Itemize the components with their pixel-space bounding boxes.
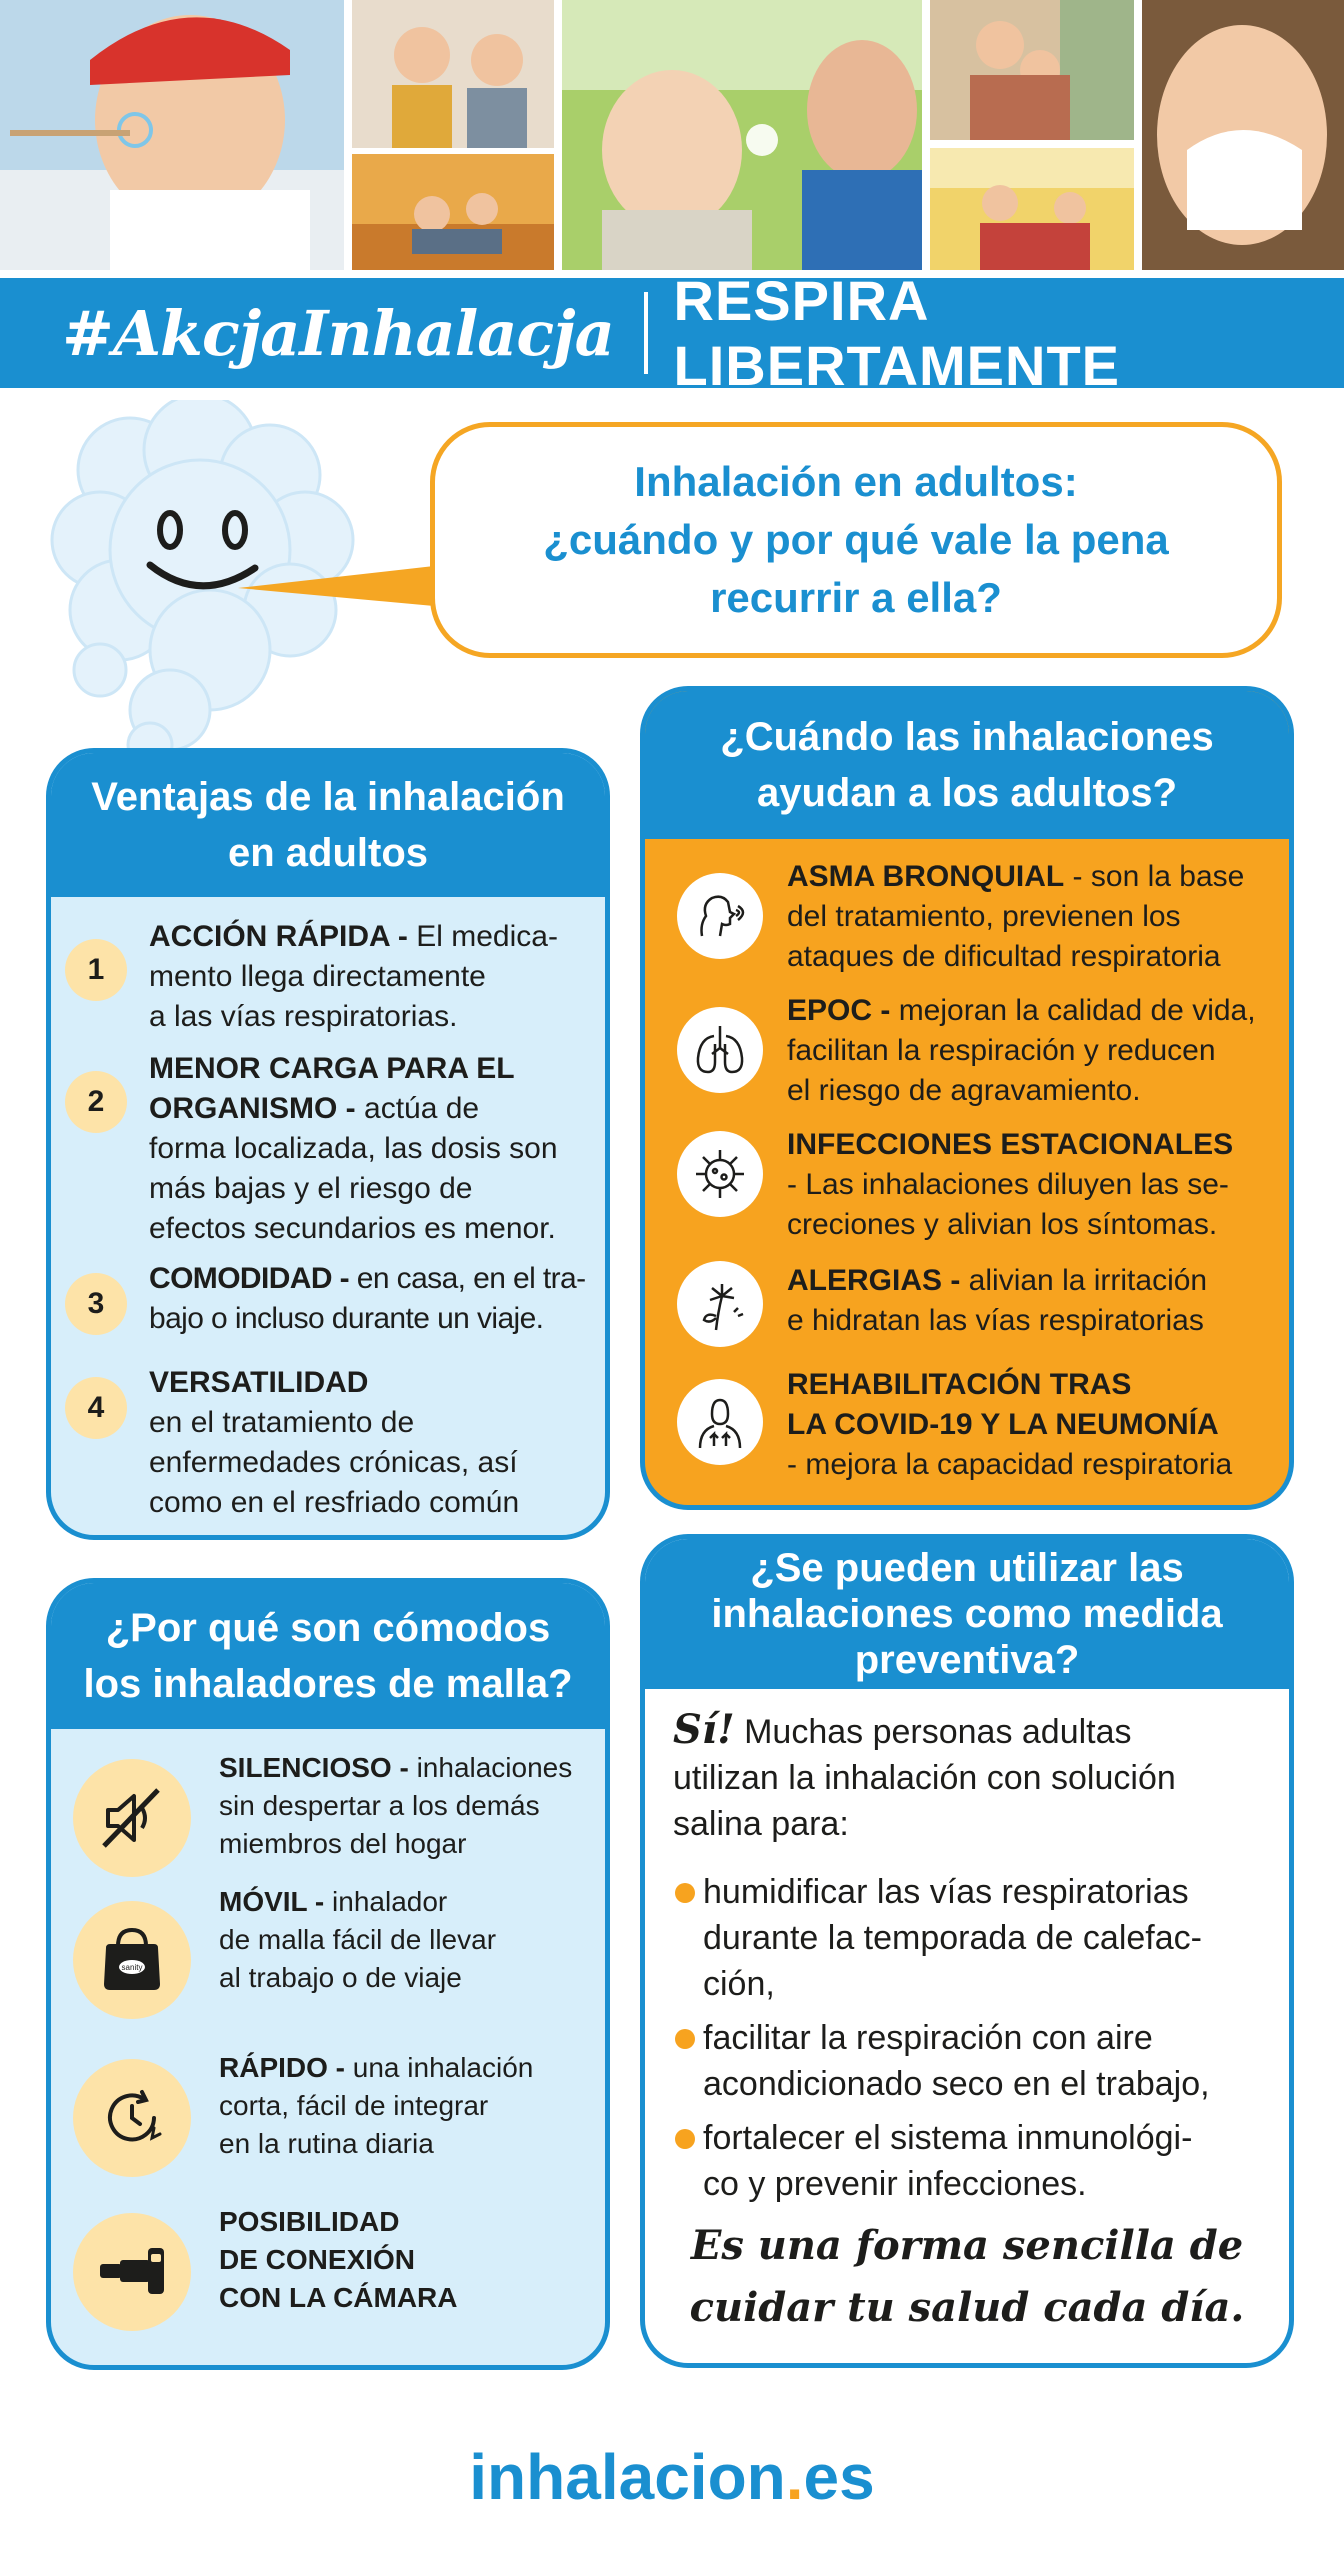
prevention-title-line-1: ¿Se pueden utilizar las [750,1546,1184,1590]
conditions-title-line-2: ayudan a los adultos? [756,771,1178,815]
advantage-text: más bajas y el riesgo de [149,1172,473,1205]
advantage-text: actúa de [355,1092,480,1125]
mesh-title-line-1: ¿Por qué son cómodos [105,1606,551,1650]
photo-mother-daughter-window [930,0,1134,140]
advantage-heading: MENOR CARGA PARA EL [149,1052,515,1085]
photo-father-baby-dandelion [562,0,922,270]
prevention-bullet-list [673,1869,1279,2207]
rehab-person-icon [677,1379,763,1465]
condition-heading: LA COVID-19 Y LA NEUMONÍA [787,1408,1219,1441]
feature-text: corta, fácil de integrar [219,2090,489,2121]
bullet-dot [675,2129,695,2149]
condition-heading: ASMA BRONQUIAL [787,860,1065,893]
condition-text: mejoran la calidad de vida, [890,994,1256,1027]
bullet-dot [675,2029,695,2049]
banner-divider [644,292,648,374]
title-line-1: Inhalación en adultos: [634,458,1078,505]
mesh-inhaler-icon [73,2213,191,2331]
conditions-panel [640,686,1294,1510]
advantage-text: efectos secundarios es menor. [149,1212,556,1245]
advantage-text: como en el resfriado común [149,1486,520,1519]
feature-text: al trabajo o de viaje [219,1962,462,1993]
prevention-intro [673,1707,1277,1847]
bullet-dot [675,1883,695,1903]
person-breathing-icon [677,873,763,959]
list-item: facilitar la respiración con aire acondicionado seco en el trabajo, [673,2015,1279,2107]
mesh-title-line-2: los inhaladores de malla? [83,1662,573,1706]
mesh-panel-title [51,1583,605,1729]
condition-text: facilitan la respiración y reducen [787,1034,1216,1067]
advantage-text: mento llega directamente [149,960,486,993]
feature-heading: RÁPIDO - [219,2052,345,2083]
prevention-title-line-2: inhalaciones como medida [711,1592,1223,1636]
mesh-inhaler-panel [46,1578,610,2370]
feature-text: una inhalación [345,2052,534,2083]
feature-heading: DE CONEXIÓN [219,2244,416,2275]
number-badge: 4 [65,1377,127,1439]
conditions-title-line-1: ¿Cuándo las inhalaciones [720,715,1214,759]
prevention-panel [640,1534,1294,2368]
feature-heading: POSIBILIDAD [219,2206,400,2237]
photo-family-autumn [352,154,554,270]
prevention-intro-text: salina para: [673,1805,849,1843]
advantages-panel [46,748,610,1540]
hashtag-banner [0,269,1344,397]
prevention-closing-statement: Es una forma sencilla de cuidar tu salud cada día. [689,2222,1245,2331]
photo-strip [0,0,1344,270]
muted-speaker-icon [73,1759,191,1877]
photo-girl-tissue [1142,0,1344,270]
condition-text: ataques de dificultad respiratoria [787,940,1221,973]
feature-heading: SILENCIOSO - [219,1752,409,1783]
list-item: humidificar las vías respiratorias durante la temporada de calefac- ción, [673,1869,1279,2007]
brand-name: inhalacion [469,2441,786,2513]
dandelion-icon [677,1261,763,1347]
photo-women-field [930,148,1134,270]
lungs-icon [677,1007,763,1093]
condition-text: el riesgo de agravamiento. [787,1074,1141,1107]
condition-heading: INFECCIONES ESTACIONALES [787,1128,1234,1161]
feature-text: sin despertar a los demás [219,1790,540,1821]
prevention-intro-text: utilizan la inhalación con solución [673,1759,1176,1797]
advantage-heading: ORGANISMO - [149,1092,356,1125]
bag-icon [73,1901,191,2019]
advantages-panel-title [51,753,605,897]
feature-text: en la rutina diaria [219,2128,434,2159]
bag-logo-text: sanity [121,1963,143,1972]
prevention-title-line-3: preventiva? [854,1638,1080,1682]
condition-text: - mejora la capacidad respiratoria [787,1448,1233,1481]
condition-heading: EPOC - [787,994,891,1027]
advantage-text: enfermedades crónicas, así [149,1446,518,1479]
condition-text: del tratamiento, previenen los [787,900,1181,933]
advantage-heading: VERSATILIDAD [149,1366,369,1399]
feature-text: inhalaciones [408,1752,573,1783]
advantage-text: El medica- [407,920,558,953]
prevention-panel-title [645,1539,1289,1689]
number-badge: 3 [65,1273,127,1335]
advantage-heading: COMODIDAD - [149,1262,350,1295]
photo-kids-laughing [352,0,554,148]
list-item: fortalecer el sistema inmunológi- co y prevenir infecciones. [673,2115,1279,2207]
condition-text: - Las inhalaciones diluyen las se- [787,1168,1229,1201]
brand-tld: es [803,2441,875,2513]
title-line-2: ¿cuándo y por qué vale la pena [543,516,1169,563]
number-badge: 2 [65,1071,127,1133]
advantage-text: a las vías respiratorias. [149,1000,458,1033]
speech-bubble-tail [238,566,438,606]
banner-slogan: RESPIRA LIBERTAMENTE [673,269,1121,397]
condition-heading: REHABILITACIÓN TRAS [787,1368,1132,1401]
brand-dot-heart-icon: . [785,2441,804,2513]
conditions-panel-title [645,691,1289,839]
hashtag-text: #AkcjaInhalacja [62,296,614,370]
footer-brand-link[interactable] [0,2440,1344,2514]
photo-boy-blowing-bubbles [0,0,344,270]
advantage-heading: ACCIÓN RÁPIDA - [149,920,408,953]
number-badge: 1 [65,939,127,1001]
feature-heading: MÓVIL - [219,1886,325,1917]
condition-text: alivian la irritación [960,1264,1208,1297]
advantage-text: en el tratamiento de [149,1406,415,1439]
prevention-yes: Sí! [673,1706,735,1753]
clock-arrow-icon [73,2059,191,2177]
advantage-text: forma localizada, las dosis son [149,1132,558,1165]
advantage-text: en casa, en el tra- [349,1262,586,1295]
advantage-text: bajo o incluso durante un viaje. [149,1302,544,1335]
feature-heading: CON LA CÁMARA [219,2282,458,2313]
feature-text: miembros del hogar [219,1828,467,1859]
title-speech-bubble [430,422,1282,658]
virus-icon [677,1131,763,1217]
feature-text: de malla fácil de llevar [219,1924,497,1955]
condition-heading: ALERGIAS - [787,1264,961,1297]
condition-text: e hidratan las vías respiratorias [787,1304,1204,1337]
title-line-3: recurrir a ella? [710,574,1002,621]
prevention-intro-text: Muchas personas adultas [734,1713,1132,1751]
feature-text: inhalador [324,1886,448,1917]
advantages-title-line-1: Ventajas de la inhalación [91,775,565,819]
advantages-title-line-2: en adultos [227,831,429,875]
condition-text: - son la base [1064,860,1245,893]
condition-text: creciones y alivian los síntomas. [787,1208,1218,1241]
